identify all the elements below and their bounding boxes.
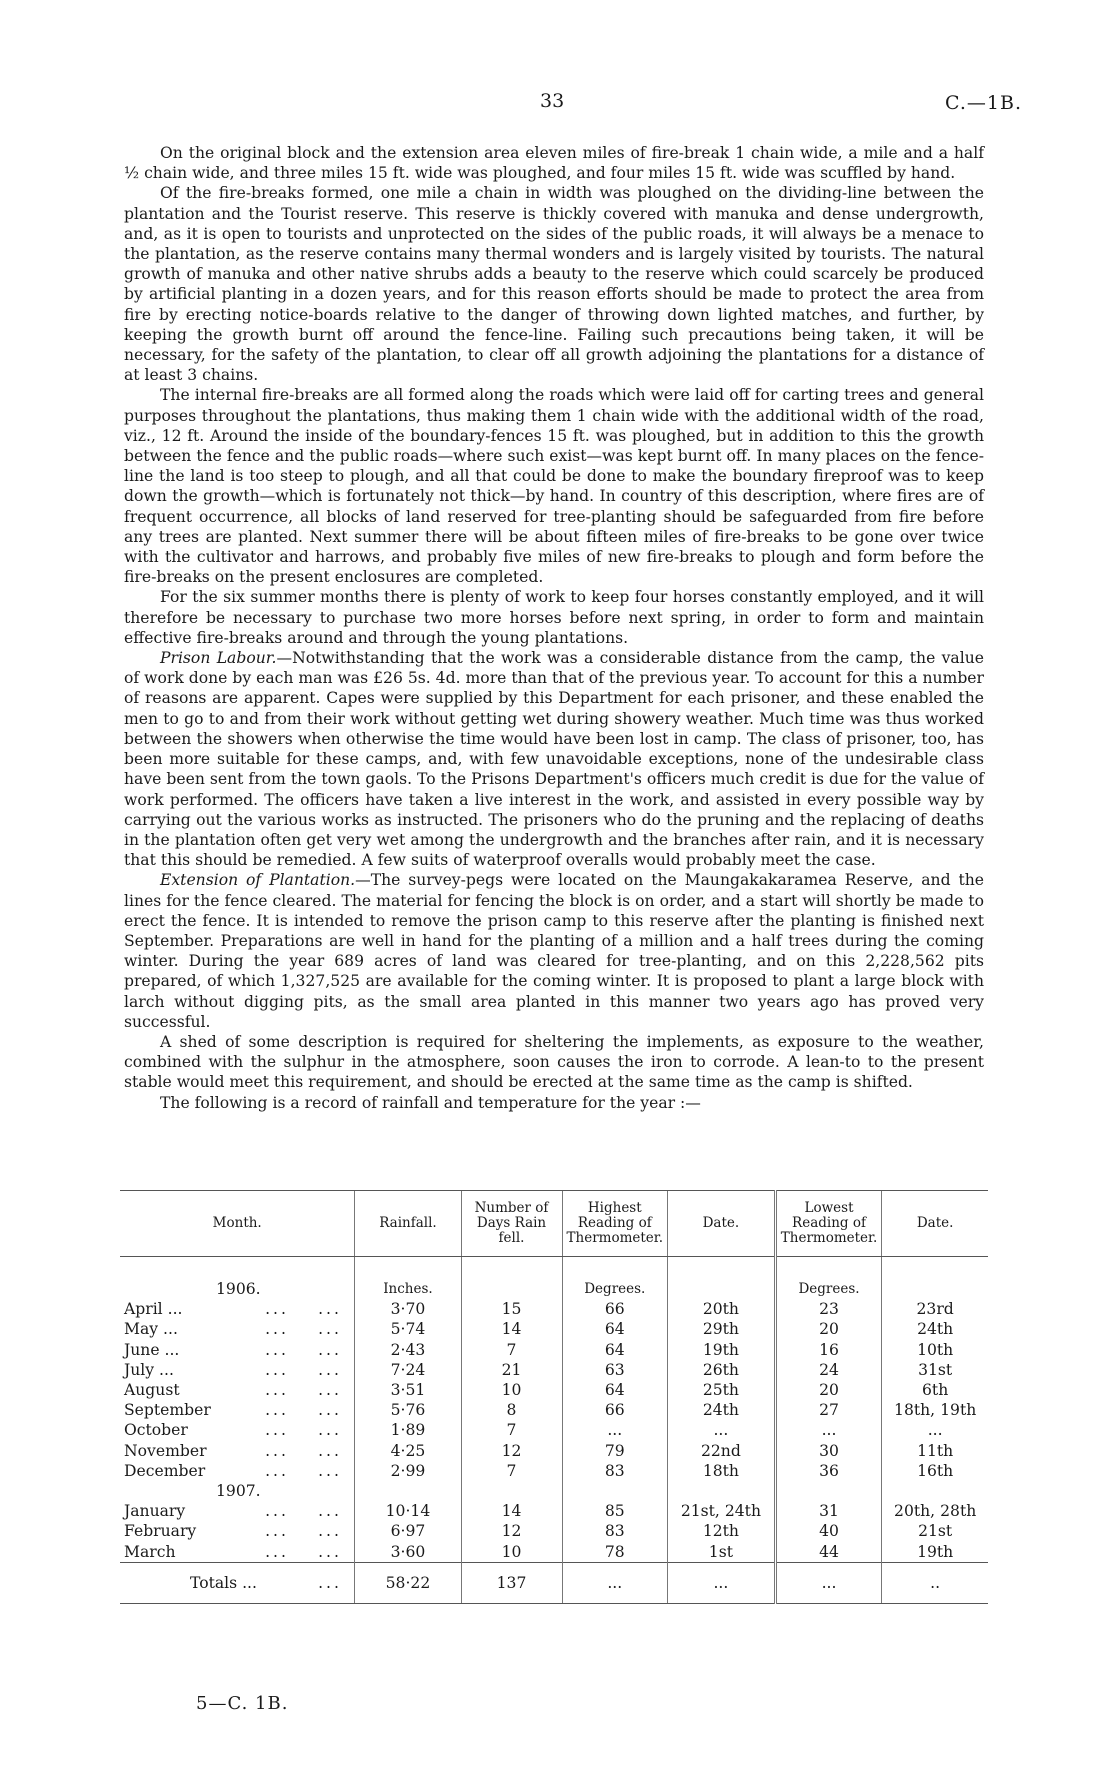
highest-cell: 64	[562, 1319, 668, 1339]
lowest-cell: 16	[775, 1340, 882, 1360]
leader-dots: ...	[265, 1320, 289, 1339]
leader-dots: ...	[318, 1340, 342, 1359]
table-row	[120, 1521, 988, 1541]
paragraph	[124, 648, 984, 870]
highest-cell: 83	[562, 1461, 668, 1481]
month-name: September	[124, 1401, 211, 1420]
high-date-cell: ...	[668, 1420, 776, 1440]
days-cell: 12	[461, 1521, 562, 1541]
highest-cell: 85	[562, 1501, 668, 1521]
month-cell	[120, 1521, 355, 1541]
leader-dots: ...	[318, 1441, 342, 1460]
lowest-cell: 27	[775, 1400, 882, 1420]
month-cell	[120, 1542, 355, 1563]
col-month: Month.	[120, 1191, 355, 1257]
low-date-cell: 31st	[882, 1360, 988, 1380]
rows-1907	[120, 1501, 988, 1562]
leader-dots: ...	[318, 1421, 342, 1440]
highest-cell: 83	[562, 1521, 668, 1541]
rainfall-cell: 4·25	[355, 1441, 461, 1461]
table-row	[120, 1501, 988, 1521]
leader-dots: ...	[265, 1300, 289, 1319]
month-name: August	[124, 1381, 180, 1400]
col-low-date: Date.	[882, 1191, 988, 1257]
leader-dots: ...	[318, 1573, 342, 1592]
leader-dots: ...	[265, 1381, 289, 1400]
table-row	[120, 1420, 988, 1440]
paragraph	[124, 1093, 984, 1113]
section-lead: Extension of Plantation.	[160, 871, 356, 890]
month-name: January	[124, 1502, 186, 1521]
high-date-cell: 25th	[668, 1380, 776, 1400]
month-name: December	[124, 1461, 206, 1480]
rainfall-cell: 6·97	[355, 1521, 461, 1541]
totals-label-cell	[120, 1562, 355, 1603]
high-date-cell: 26th	[668, 1360, 776, 1380]
month-cell	[120, 1420, 355, 1440]
table-header-row	[120, 1191, 988, 1257]
year-blank	[562, 1481, 668, 1501]
paragraph	[124, 183, 984, 385]
low-date-cell: 16th	[882, 1461, 988, 1481]
month-cell	[120, 1340, 355, 1360]
unit-degrees: Degrees.	[562, 1257, 668, 1300]
year-blank	[355, 1481, 461, 1501]
highest-cell: 79	[562, 1441, 668, 1461]
lowest-cell: ...	[775, 1420, 882, 1440]
lowest-cell: 24	[775, 1360, 882, 1380]
highest-cell: 63	[562, 1360, 668, 1380]
table-row	[120, 1461, 988, 1481]
paragraph-text: On the original block and the extension area eleven miles of fire-break 1 chain wide, a mile and a half ½ chain wide, and three miles 15 ft. wide was ploughed, and four miles 15 ft. wide was scuffled by hand.	[124, 144, 984, 183]
leader-dots: ...	[318, 1502, 342, 1521]
col-high-date: Date.	[668, 1191, 776, 1257]
month-cell	[120, 1400, 355, 1420]
low-date-cell: 10th	[882, 1340, 988, 1360]
leader-dots: ...	[318, 1300, 342, 1319]
year-blank	[461, 1481, 562, 1501]
unit-degrees: Degrees.	[775, 1257, 882, 1300]
page-number: 33	[540, 90, 565, 112]
leader-dots: ...	[318, 1320, 342, 1339]
month-cell	[120, 1299, 355, 1319]
leader-dots: ...	[265, 1441, 289, 1460]
highest-cell: 64	[562, 1340, 668, 1360]
low-date-cell: 6th	[882, 1380, 988, 1400]
table-row	[120, 1299, 988, 1319]
paragraph	[124, 143, 984, 183]
col-rainfall: Rainfall.	[355, 1191, 461, 1257]
days-cell: 12	[461, 1441, 562, 1461]
paragraph-text: For the six summer months there is plenty of work to keep four horses constantly employed, and it will therefore be necessary to purchase two more horses before next spring, in order to form and maintain effective fire-breaks around and through the young plantations.	[124, 588, 984, 647]
leader-dots: ...	[265, 1542, 289, 1561]
highest-cell: 78	[562, 1542, 668, 1563]
report-body	[124, 143, 984, 1113]
leader-dots: ...	[265, 1340, 289, 1359]
low-date-cell: 23rd	[882, 1299, 988, 1319]
high-date-cell: 18th	[668, 1461, 776, 1481]
high-date-cell: 29th	[668, 1319, 776, 1339]
leader-dots: ...	[265, 1502, 289, 1521]
lowest-cell: 44	[775, 1542, 882, 1563]
table-row	[120, 1340, 988, 1360]
high-date-cell: 22nd	[668, 1441, 776, 1461]
lowest-cell: 36	[775, 1461, 882, 1481]
lowest-cell: 31	[775, 1501, 882, 1521]
lowest-cell: 20	[775, 1319, 882, 1339]
month-name: May ...	[124, 1320, 178, 1339]
col-lowest: Lowest Reading of Thermometer.	[775, 1191, 882, 1257]
highest-cell: ...	[562, 1420, 668, 1440]
footer-signature: 5—C. 1B.	[196, 1693, 289, 1714]
high-date-cell: 12th	[668, 1521, 776, 1541]
paragraph	[124, 870, 984, 1032]
table-row	[120, 1441, 988, 1461]
leader-dots: ...	[265, 1461, 289, 1480]
month-cell	[120, 1461, 355, 1481]
highest-cell: 64	[562, 1380, 668, 1400]
highest-cell: 66	[562, 1299, 668, 1319]
year-row	[120, 1481, 988, 1501]
table-row	[120, 1319, 988, 1339]
leader-dots: ...	[265, 1401, 289, 1420]
days-cell: 10	[461, 1380, 562, 1400]
paragraph	[124, 1032, 984, 1093]
leader-dots: ...	[265, 1522, 289, 1541]
unit-blank	[461, 1257, 562, 1300]
rainfall-cell: 7·24	[355, 1360, 461, 1380]
low-date-cell: 19th	[882, 1542, 988, 1563]
month-name: October	[124, 1421, 188, 1440]
leader-dots: ...	[318, 1522, 342, 1541]
rainfall-cell: 3·51	[355, 1380, 461, 1400]
low-date-cell: 24th	[882, 1319, 988, 1339]
table-row	[120, 1400, 988, 1420]
days-cell: 7	[461, 1420, 562, 1440]
month-cell	[120, 1319, 355, 1339]
leader-dots: ...	[318, 1401, 342, 1420]
unit-inches: Inches.	[355, 1257, 461, 1300]
document-code: C.—1B.	[945, 92, 1022, 114]
table-row	[120, 1360, 988, 1380]
table-row	[120, 1542, 988, 1563]
lowest-cell: 23	[775, 1299, 882, 1319]
paragraph-text: A shed of some description is required for sheltering the implements, as exposure to the weather, combined with the sulphur in the atmosphere, soon causes the iron to corrode. A lean-to to the present stable would meet this requirement, and should be erected at the same time as the camp is shifted.	[124, 1032, 984, 1092]
days-cell: 21	[461, 1360, 562, 1380]
low-date-cell: ...	[882, 1420, 988, 1440]
low-date-cell: 11th	[882, 1441, 988, 1461]
totals-low-date: ..	[882, 1562, 988, 1603]
leader-dots: ...	[265, 1421, 289, 1440]
days-cell: 15	[461, 1299, 562, 1319]
table-row	[120, 1380, 988, 1400]
high-date-cell: 1st	[668, 1542, 776, 1563]
leader-dots: ...	[318, 1381, 342, 1400]
rows-1906	[120, 1299, 988, 1481]
paragraph-text: The internal fire-breaks are all formed along the roads which were laid off for carting trees and general purposes throughout the plantations, thus making them 1 chain wide with the additional width of the road, viz., 12 ft. Around the inside of the boundary-fences 15 ft. was ploughed, but in addition to this the growth between the fence and the public roads—where such exist—was kept burnt off. In many places on the fence-line the land is too steep to plough, and all that could be done to make the boundary fireproof was to keep down the growth—which is fortunately not thick—by hand. In country of this description, where fires are of frequent occurrence, all blocks of land reserved for tree-planting should be safeguarded from fire before any trees are planted. Next summer there will be about fifteen miles of fire-breaks to be gone over twice with the cultivator and harrows, and probably five miles of new fire-breaks to plough and form before the fire-breaks on the present enclosures are completed.	[124, 386, 984, 587]
lowest-cell: 30	[775, 1441, 882, 1461]
year-blank	[668, 1481, 776, 1501]
paragraph-text: Of the fire-breaks formed, one mile a chain in width was ploughed on the dividing-line between the plantation and the Tourist reserve. This reserve is thickly covered with manuka and dense undergrowth, and, as it is open to tourists and unprotected on the sides of the public roads, it will always be a menace to the plantation, as the reserve contains many thermal wonders and is largely visited by tourists. The natural growth of manuka and other native shrubs adds a beauty to the reserve which could scarcely be produced by artificial planting in a dozen years, and for this reason efforts should be made to protect the area from fire by erecting notice-boards relative to the danger of throwing down lighted matches, and further, by keeping the growth burnt off around the fence-line. Failing such precautions being taken, it will be necessary, for the safety of the plantation, to clear off all growth adjoining the plantations for a distance of at least 3 chains.	[124, 184, 984, 385]
section-lead: Prison Labour.	[160, 649, 277, 668]
year-blank	[775, 1481, 882, 1501]
paragraph	[124, 385, 984, 587]
totals-lowest: ...	[775, 1562, 882, 1603]
year-blank	[882, 1481, 988, 1501]
high-date-cell: 20th	[668, 1299, 776, 1319]
rainfall-cell: 3·70	[355, 1299, 461, 1319]
month-name: July ...	[124, 1360, 174, 1379]
rainfall-cell: 1·89	[355, 1420, 461, 1440]
paragraph-text: The following is a record of rainfall and temperature for the year :—	[160, 1093, 701, 1112]
high-date-cell: 21st, 24th	[668, 1501, 776, 1521]
low-date-cell: 20th, 28th	[882, 1501, 988, 1521]
days-cell: 14	[461, 1501, 562, 1521]
rainfall-cell: 5·74	[355, 1319, 461, 1339]
totals-days: 137	[461, 1562, 562, 1603]
rainfall-cell: 2·99	[355, 1461, 461, 1481]
year-label: 1907.	[216, 1482, 261, 1501]
totals-high-date: ...	[668, 1562, 776, 1603]
low-date-cell: 21st	[882, 1521, 988, 1541]
month-cell	[120, 1441, 355, 1461]
unit-blank	[882, 1257, 988, 1300]
col-highest: Highest Reading of Thermometer.	[562, 1191, 668, 1257]
low-date-cell: 18th, 19th	[882, 1400, 988, 1420]
paragraph	[124, 587, 984, 648]
high-date-cell: 24th	[668, 1400, 776, 1420]
month-name: April ...	[124, 1300, 183, 1319]
highest-cell: 66	[562, 1400, 668, 1420]
month-name: February	[124, 1522, 197, 1541]
unit-blank	[668, 1257, 776, 1300]
leader-dots: ...	[318, 1542, 342, 1561]
paragraph-text: —Notwithstanding that the work was a considerable distance from the camp, the value of work done by each man was £26 5s. 4d. more than that of the previous year. To account for this a number of reasons are apparent. Capes were supplied by this Department for each prisoner, and these enabled the men to go to and from their work without getting wet during showery weather. Much time was thus worked between the showers when otherwise the time would have been lost in camp. The class of prisoner, too, has been more suitable for these camps, and, with few unavoidable exceptions, none of the undesirable class have been sent from the town gaols. To the Prisons Department's officers much credit is due for the value of work performed. The officers have taken a live interest in the work, and assisted in every possible way by carrying out the various works as instructed. The prisoners who do the pruning and the replacing of deaths in the plantation often get very wet among the undergrowth and the branches after rain, and it is necessary that this should be remedied. A few suits of waterproof overalls would probably meet the case.	[124, 649, 984, 870]
month-name: June ...	[124, 1340, 180, 1359]
lowest-cell: 20	[775, 1380, 882, 1400]
totals-label: Totals ...	[190, 1573, 257, 1592]
days-cell: 8	[461, 1400, 562, 1420]
year-label: 1906.	[216, 1280, 261, 1298]
high-date-cell: 19th	[668, 1340, 776, 1360]
rainfall-cell: 10·14	[355, 1501, 461, 1521]
rainfall-cell: 5·76	[355, 1400, 461, 1420]
leader-dots: ...	[318, 1360, 342, 1379]
rainfall-cell: 3·60	[355, 1542, 461, 1563]
rainfall-cell: 2·43	[355, 1340, 461, 1360]
rainfall-temperature-table	[120, 1190, 988, 1604]
col-days: Number of Days Rain fell.	[461, 1191, 562, 1257]
totals-highest: ...	[562, 1562, 668, 1603]
month-name: November	[124, 1441, 207, 1460]
leader-dots: ...	[318, 1461, 342, 1480]
leader-dots: ...	[265, 1360, 289, 1379]
units-row	[120, 1257, 988, 1300]
paragraph-text: —The survey-pegs were located on the Maungakakaramea Reserve, and the lines for the fence cleared. The material for fencing the block is on order, and a start will shortly be made to erect the fence. It is intended to remove the prison camp to this reserve after the planting is finished next September. Preparations are well in hand for the planting of a million and a half trees during the coming winter. During the year 689 acres of land was cleared for tree-planting, and on this 2,228,562 pits prepared, of which 1,327,525 are available for the coming winter. It is proposed to plant a large block with larch without digging pits, as the small area planted in this manner two years ago has proved very successful.	[124, 871, 984, 1031]
lowest-cell: 40	[775, 1521, 882, 1541]
month-cell	[120, 1501, 355, 1521]
days-cell: 7	[461, 1461, 562, 1481]
month-cell	[120, 1360, 355, 1380]
days-cell: 14	[461, 1319, 562, 1339]
totals-rainfall: 58·22	[355, 1562, 461, 1603]
month-cell	[120, 1380, 355, 1400]
days-cell: 10	[461, 1542, 562, 1563]
days-cell: 7	[461, 1340, 562, 1360]
month-name: March	[124, 1542, 176, 1561]
totals-row	[120, 1562, 988, 1603]
